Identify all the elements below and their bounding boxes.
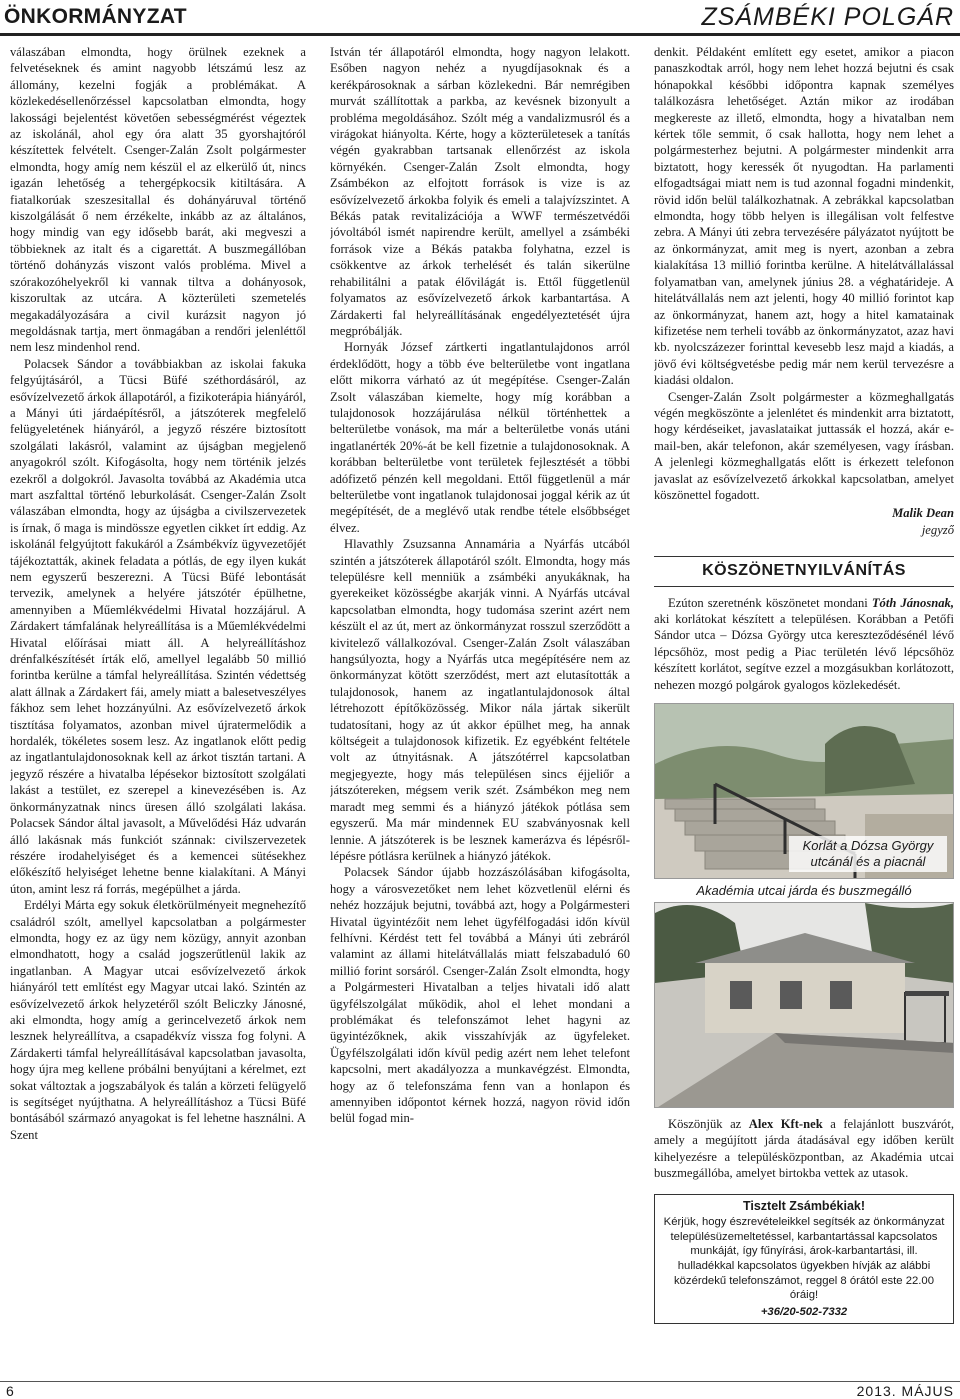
paragraph: Erdélyi Márta egy sokuk életkörülményeit megnehezítő családról szólt, amellyel kapcsolatban a polgármester elmondta, hogy ez az ügy nem közügy, annyit azonban elmondhatott, hogy a család jogszerűtlenül lakik az ingatlanban. A Magyar utcai esővízelvezető árkok hiányáról tett említést egy Magyar utcai lakó. Szintén az esővízelvezető árkok helyzetéről szólt Beliczky Jánosné, aki elmondta, hogy amíg a gerincelvezető árkok nem lesznek helyreállítva, a csapadékvíz vissza fog folyni. A Zárdakerti támfal helyreállításával kapcsolatban javasolta, hogy újra meg kellene próbálni benyújtani a kérelmet, ezt sokat változtak a jogszabályok és talán a körzeti felügyelő is segítséget nyújthatna. A helyreállításhoz a Tücsi Büfé bontásából származó anyagokat is fel lehetne használni. A Szent [10, 898, 306, 1142]
page-footer [0, 1383, 960, 1399]
paragraph: Csenger-Zalán Zsolt polgármester a közmeghallgatás végén megköszönte a jelenlétet és mindenkit arra biztatott, hogy kérdéseiket, javaslataikat juttassák el hozzá, akár e-mail-ben, akár telefonon, akár személyesen, vagy írásban. A jelenlegi közmeghallgatás előtt is érkezett telefonon javaslat az esővízelvezető árkokkal kapcsolatban, amelyet köszönettel fogadott. [654, 389, 954, 502]
article-column-2 [330, 44, 630, 1384]
bus-stop-thanks [654, 1116, 954, 1182]
bus-thanks-start: Köszönjük az [668, 1117, 749, 1132]
signature-name: Malik Dean [892, 506, 954, 521]
footer-rule [0, 1381, 960, 1382]
paragraph: István tér állapotáról elmondta, hogy nagyon lelakott. Esőben nagyon nehéz a nyugdíjasoknak és a kerékpárosoknak a sárban közlekedni. Bár nemrégiben murvát szállítottak a parkba, az kevésnek bizonyult a probléma megoldásához. Szólt még a vandalizmusról és a virágokat hiányolta. Kérte, hogy a közterületesek a tanítás végén gyakrabban tartsanak ellenőrzést az iskola környékén. Csenger-Zalán Zsolt elmondta, hogy Zsámbékon az elfojtott források is vize is az esővízelvezető árkokba folyik és emeli a talajvízszintet. A Békás patak revitalizációja a WWF természetvédői jóvoltából ismét napirendre került, amellyel a zsámbéki források vize a Békás patakba folyhatna, ezzel is csökkentve az árkok terhelését és talán sikerülne rehabilitálni a patak élővilágát is. Ettől függetlenül folyamatos az esővízelvezető árkok karbantartása. A Zárdakerti fal helyreállításának engedélyeztetését újra megpróbálják. [330, 45, 630, 338]
thanks-text-end: aki korlátokat készített a településen. Korábban a Petőfi Sándor utca – Dózsa György utca kereszteződésénél lévő lépcsőhöz, most pedig a Piac területén lévő lépcsőhöz készített korlátot, segítve ezzel a mozgásukban korlátozott, nehezen mozgó polgárok gyalogos közlekedését. [654, 612, 954, 692]
notice-text: Kérjük, hogy észrevételeikkel segítsék az önkormányzat településüzemeltetéssel, karbantartással kapcsolatos munkáját, így fűnyírási, árok-karbantartási, ill. hulladékkal kapcsolatos ügyekben hívják az alábbi közérdekű telefonszámot, reggel 8 órától este 22.00 óráig! [663, 1216, 945, 1302]
issue-date: 2013. MÁJUS [856, 1383, 954, 1399]
photo-caption-box [789, 836, 947, 872]
notice-box [654, 1194, 954, 1325]
paragraph: denkit. Példaként említett egy esetet, amikor a piacon panaszkodtak arról, hogy nem lehet hozzá bejutni és csak hónapokkal későbbi időpontra kapnak személyes találkozásra lehetőséget. Aztán mikor az irodában megkereste az illető, elmondta, hogy a hivatalban nem kértek tőle semmit, ő csak hallotta, hogy nem lehet a polgármesterhez bejutni. A polgármester mindenkit arra biztatott, hogy keressék őt nyugodtan. Ha parlamenti elfogadtságai miatt nem is tud azonnal fogadni mindenkit, rövid időn belül találkozhatnak. A zebrákkal kapcsolatban elmondta, hogy több helyen is illegálisan volt felfestve zebra. A Mányi úti zebra tervezésére pályázatot nyújtott be az önkormányzat, amit meg is nyert, azonban a zebra kialakítása 13 millió forintba kerülne. A hitelátvállalással folyamatban van, amelynek június 28. a véghatárideje. A hitelátvállalás nem azt jelenti, hogy 40 millió forintot kap az önkormányzat, hanem azt, hogy a hitel kamatainak kifizetése nem terheli tovább az önkormányzatot, azaz havi kb. nyolcszázezer forinttal kevesebb lesz majd a kiadás, a jövő évi költségvetésbe pedig már nem kerül tervezésre a kiadási oldalon. [654, 45, 954, 388]
bus-stop-image [655, 903, 954, 1108]
paragraph: Polacsek Sándor a továbbiakban az iskolai fakuka felgyújtásáról, a Tücsi Büfé széthordásáról, az esővízelvezető árkok állapotáról, a fizikoterápia hiányáról, a Mányi úti járdaépítésről, a játszóterek megfelelő felügyeletének hiányáról, a jegyző részére biztosított szolgálati lakásról, valamint az újságban megjelenő anyagokról szólt. Kifogásolta, hogy nem történik jelzés ezekről a dolgokról. Javasolta továbbá az Akadémia utca mart aszfalttal történő leburkolását. Csenger-Zalán Zsolt válaszában elmondta, hogy az újságba a civilszervezetek is írnak, ő maga is mindössze egyetlen cikket írt eddig. Az iskolánál felgyújtott fakukáról a Zsámbékvíz ügyvezetőjét tájékoztatták, akinek feladata a pótlás, de egy ilyen kukát nem egyszerű beszerezni. A Tücsi Büfé lebontását tervezik, amelynek a helyére játszótér épülhetne, amennyiben a Műemlékvédelmi Hivatal hozzájárul. A Zárdakert támfalának helyreállítása is a Műemlékvédelmi Hivatal előírásai miatt áll. A helyreállításhoz drénfalkészítését írták elő, amellyel legalább 50 millió forintba kerülne a támfal helyreállítása. Szintén védettség alatt állnak a Zárdakert fái, amely miatt a balesetveszélyes fákhoz sem lehet hozzányúlni. Az esővízelvezető árkok tisztítása folyamatos, azonban mivel újratermelődik a hordalék, tökéletes sosem lesz. Az ingatlanok előtt pedig az ingatlantulajdonosoknak kell az árkot tisztán tartani. A jegyző részére a hivatalba lépésekor biztosított szolgálati lakást a testület, ez szerepel a kinevezésében is. Az önkormányzatnak nincs üresen álló szolgálati lakása. Polacsek Sándor által javasolt, a Művelődési Ház udvarán álló lakásnak más funkciót szánnak: civilszervezetek részére irodahelyiséget és a kemencei sütésekhez előkészítő helyiséget lehetne benne kialakítani. A Mányi úton, amint lesz rá forrás, megépülhet a járda. [10, 356, 306, 896]
section-title: ÖNKORMÁNYZAT [4, 5, 187, 28]
notice-phone: +36/20-502-7332 [760, 1305, 848, 1318]
newspaper-title: ZSÁMBÉKI POLGÁR [701, 3, 954, 31]
article-column-1 [10, 44, 306, 1384]
page-number: 6 [6, 1383, 14, 1399]
bus-thanks-end: a felajánlott buszvárót, amely a megújított járda átadásával egy időben került kihelyezésre a településközpontban, az Akadémia utcai buszmegállóba, amelyet birtokba vettek az utasok. [654, 1117, 954, 1181]
paragraph: válaszában elmondta, hogy örülnek ezeknek a felvetéseknek és amint nagyobb létszámú lesz az állomány, kezelni fogják a problémákat. A közlekedésellenőrzéssel kapcsolatban elmondta, hogy lakossági bejelentést követően sebességmérést végeztek az iskolánál, ahol egy óra alatt 35 gyorshajtóról készítettek felvételt. Csenger-Zalán Zsolt polgármester elmondta, hogy amíg nem készül el az elkerülő út, nincs igazán lehetőség a tehergépkocsik kitiltására. A fiatalkorúak szeszesitallal és dohányáruval történő kiszolgálását ő nem érzékelte, inkább az az általános, hogy mindig van egy idősebb barát, aki megveszi a többieknek az italt és a cigarettát. A buszmegállóban történő dohányzás viszont valós probléma. Mivel a szórakozóhelyekről ki vannak tiltva a dohányosok, kiszorultak az utcára. A közterületi szemetelés megakadályozására a civil kurázsit nagyon jó megoldásnak tartja, mert önmagában a rendőri jelenléttől nem lesz mindenhol rend. [10, 45, 306, 355]
paragraph: Hornyák József zártkerti ingatlantulajdonos arról érdeklődött, hogy a több éve belterületbe vont ingatlana előtt mikorra várható az út megépítése. Csenger-Zalán Zsolt válaszában kiemelte, hogy míg korábban a tulajdonosok hozzájárulása nélkül történhettek a belterületbe vonások, ma már a belterületbe vonás utáni ingatlanérték 20%-át be kell fizetnie a tulajdonosoknak. A korábban belterületbe vont területek fejlesztését a többi adófizető pénzén kell megoldani. Ettől függetlenül a már belterületbe vont ingatlanok tulajdonosai joggal kérik az út megépítését, de a meglévő utak rendbe tétele elsőbbséget élvez. [330, 340, 630, 535]
paragraph: Hlavathly Zsuzsanna Annamária a Nyárfás utcából szintén a játszóterek állapotáról szólt. Elmondta, hogy más településre kell menniük a zsámbéki anyukáknak, ha gyerekeiket közösségbe akarják vinni. A Nyárfás utcával kapcsolatban elmondta, hogy tudomása szerint azért nem készült el az út, mert az önkormányzat rosszul szerződött a kivitelező vállalkozóval. Csenger-Zalán Zsolt válaszában hangsúlyozta, hogy a Nyárfás utca megépítésére nem az önkormányzat kötött szerződést, mert azt elutasították a tulajdonosok, hanem az ingatlantulajdonosok által létrehozott építőközösség. Mikor nála jártak sikerült tudatosítani, hogy az út akkor épülhet meg, ha annak költségeit a tulajdonosok kifizetik. Ez egyébként feltétele volt az útnyitásnak. A játszótérrel kapcsolatban megjegyezte, hogy más településen sincs éjjeliőr a játszótereken, mégsem verik szét. Zsámbékon meg nem maradt meg semmi és a hiányzó játékok pótlása sem egyszerű. Ma már mindennek EU szabványosnak kell lennie. A játszóterek is be lesznek kamerázva és lépésről-lépésre pótlásra kerülnek a hiányzó játékok. [330, 537, 630, 863]
thanks-text-start: Ezúton szeretnénk köszönetet mondani [668, 595, 872, 610]
article-column-3 [654, 44, 954, 1384]
bus-stop-photo [654, 902, 954, 1108]
thanks-person: Tóth Jánosnak, [871, 595, 954, 610]
paragraph: Polacsek Sándor újabb hozzászólásában kifogásolta, hogy a városvezetőket nem lehet közvetlenül elérni és nehéz hozzájuk bejutni, továbbá azt, hogy a Polgármesteri Hivatal ügyintézőit nem lehet ügyfélfogadási időn kívül felhívni. Kérdést tett fel továbbá a Mányi úti zebráról valamint az állami hitelátvállalás miatt felszabaduló 60 millió forint sorsáról. Csenger-Zalán Zsolt elmondta, hogy a Polgármesteri Hivatalban a teljes hivatali idő alatt ügyfélszolgálat működik, ahol el lehet mondani a problémákat és telefonszámot lehet hagyni az ügyintézőknek, akik visszahívják az ügyfeleket. Ügyfélszolgálati időn kívül pedig azért nem lehet telefont kapcsolni, mert akadályozza a munkavégzést. Elmondta, hogy az ő telefonszáma fenn van a honlapon és amennyiben időpontot kérnek hozzá, nagyon rövid időn belül fogad min- [330, 865, 630, 1126]
photo-caption: Korlát a Dózsa György utcánál és a piacnál [802, 838, 934, 870]
page-header [0, 0, 960, 34]
notice-title: Tisztelt Zsámbékiak! [742, 1198, 866, 1213]
thanks-text [654, 595, 954, 693]
signature-role: jegyző [921, 522, 954, 537]
stairs-railing-photo [654, 703, 954, 879]
header-rule [0, 33, 960, 36]
signature [654, 505, 954, 538]
photo-caption-2: Akadémia utcai járda és buszmegálló [696, 883, 912, 899]
thanks-title: KÖSZÖNETNYILVÁNÍTÁS [654, 556, 954, 586]
company-name: Alex Kft-nek [748, 1117, 823, 1132]
